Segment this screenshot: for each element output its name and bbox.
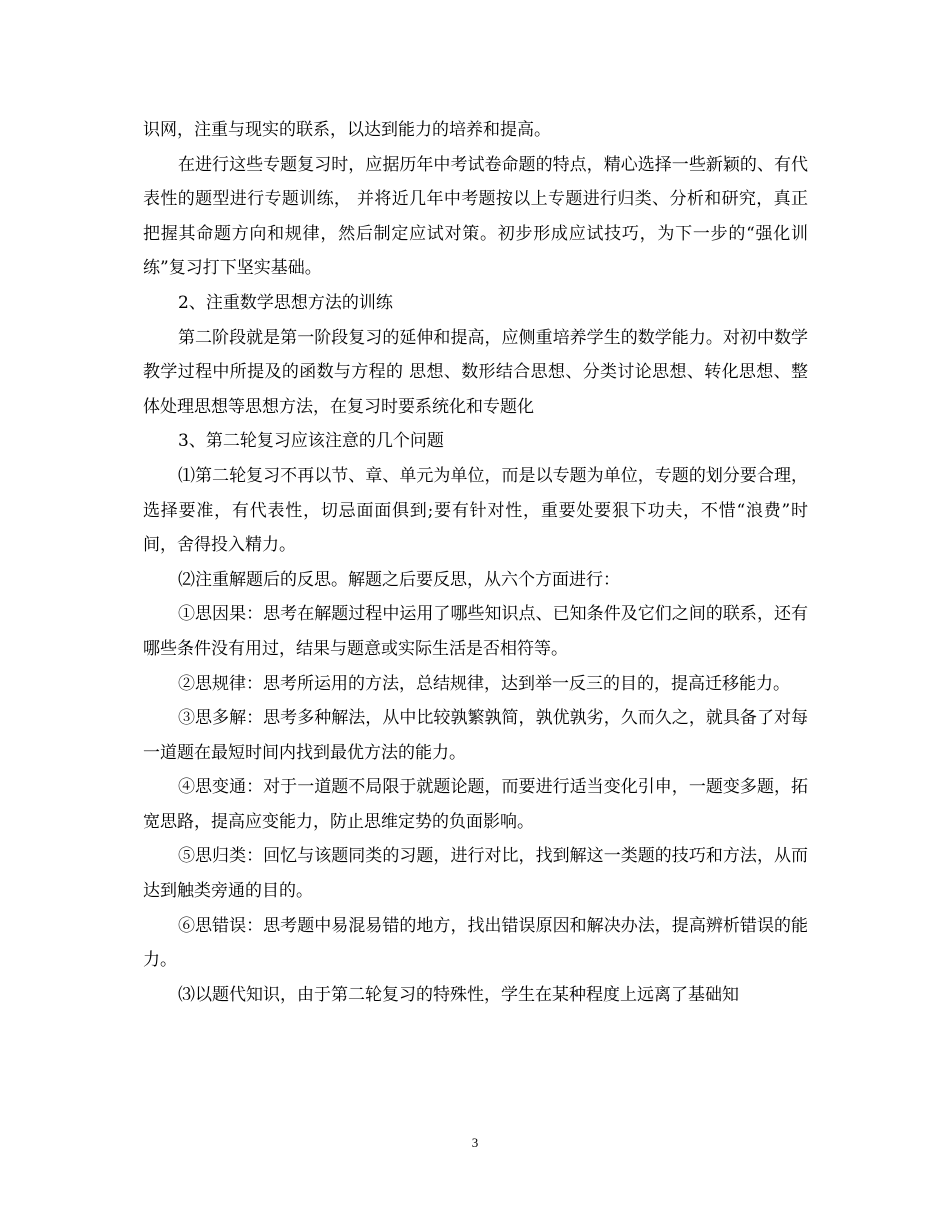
sub-item-1: ①思因果：思考在解题过程中运用了哪些知识点、已知条件及它们之间的联系，还有哪些条件没有用过，结果与题意或实际生活是否相符等。 — [143, 604, 808, 659]
heading-2: 2、注重数学思想方法的训练 — [178, 292, 393, 313]
body-text — [143, 113, 808, 1012]
list-item-1: ⑴第二轮复习不再以节、章、单元为单位，而是以专题为单位，专题的划分要合理，选择要准，有代表性，切忌面面俱到;要有针对性，重要处要狠下功夫，不惜“浪费”时间，舍得投入精力。 — [143, 465, 808, 556]
paragraph-3: 第二阶段就是第一阶段复习的延伸和提高，应侧重培养学生的数学能力。对初中数学教学过程中所提及的函数与方程的 思想、数形结合思想、分类讨论思想、转化思想、整体处理思想等思想方法，在复习时要系统化和专题化 — [143, 327, 808, 417]
sub-item-6: ⑥思错误：思考题中易混易错的地方，找出错误原因和解决办法，提高辨析错误的能力。 — [143, 915, 808, 971]
paragraph-1: 识网，注重与现实的联系，以达到能力的培养和提高。 — [143, 120, 551, 140]
list-item-2: ⑵注重解题后的反思。解题之后要反思，从六个方面进行： — [178, 569, 620, 590]
list-item-3: ⑶以题代知识，由于第二轮复习的特殊性，学生在某种程度上远离了基础知 — [178, 984, 739, 1005]
paragraph-2: 在进行这些专题复习时，应据历年中考试卷命题的特点，精心选择一些新颖的、有代表性的题型进行专题训练， 并将近几年中考题按以上专题进行归类、分析和研究，真正把握其命题方向和规律，然后制定应试对策。初步形成应试技巧，为下一步的“强化训练”复习打下坚实基础。 — [143, 154, 808, 279]
sub-item-5: ⑤思归类：回忆与该题同类的习题，进行对比，找到解这一类题的技巧和方法，从而达到触类旁通的目的。 — [143, 846, 808, 902]
page-number: 3 — [471, 1135, 479, 1150]
sub-item-3: ③思多解：思考多种解法，从中比较孰繁孰简，孰优孰劣，久而久之，就具备了对每一道题在最短时间内找到最优方法的能力。 — [143, 708, 808, 763]
sub-item-2: ②思规律：思考所运用的方法，总结规律，达到举一反三的目的，提高迁移能力。 — [178, 673, 790, 694]
heading-3: 3、第二轮复习应该注意的几个问题 — [178, 431, 444, 452]
sub-item-4: ④思变通：对于一道题不局限于就题论题，而要进行适当变化引申，一题变多题，拓宽思路，提高应变能力，防止思维定势的负面影响。 — [143, 777, 808, 832]
